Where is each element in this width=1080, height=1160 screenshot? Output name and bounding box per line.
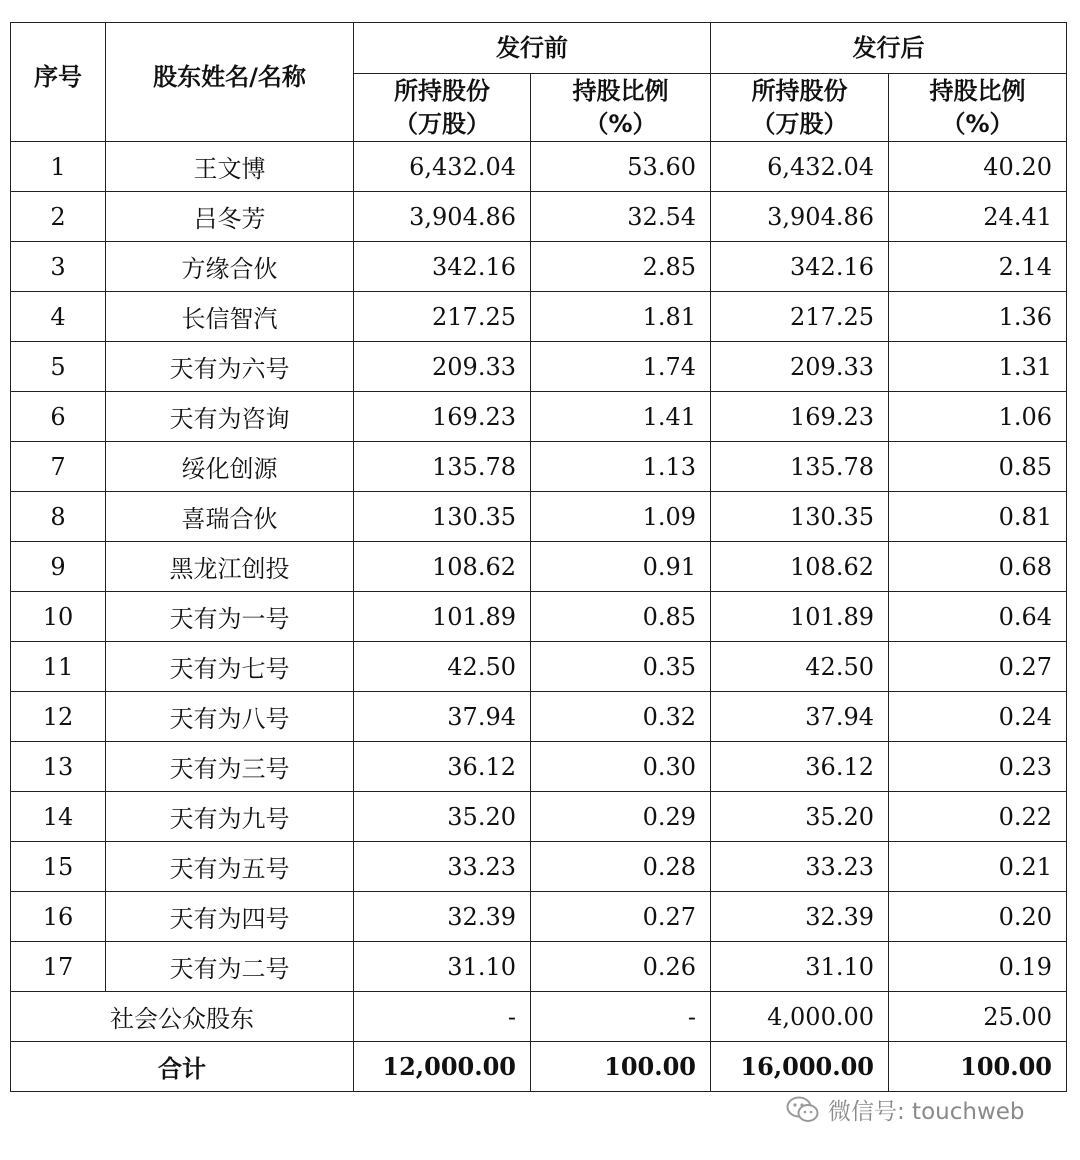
row-name: 天有为六号 <box>106 342 354 392</box>
row-name: 长信智汽 <box>106 292 354 342</box>
row-before-ratio: 53.60 <box>531 142 711 192</box>
row-name: 天有为七号 <box>106 642 354 692</box>
table-row <box>11 842 1067 892</box>
row-before-shares: 101.89 <box>354 592 531 642</box>
row-name: 天有为四号 <box>106 892 354 942</box>
row-seq: 12 <box>11 692 106 742</box>
header-after: 发行后 <box>711 23 1067 74</box>
row-name: 天有为二号 <box>106 942 354 992</box>
public-after-ratio: 25.00 <box>889 992 1067 1042</box>
row-name: 黑龙江创投 <box>106 542 354 592</box>
row-after-ratio: 0.27 <box>889 642 1067 692</box>
row-seq: 2 <box>11 192 106 242</box>
public-name: 社会公众股东 <box>11 992 354 1042</box>
row-after-ratio: 0.85 <box>889 442 1067 492</box>
row-seq: 17 <box>11 942 106 992</box>
table-row <box>11 292 1067 342</box>
row-before-shares: 217.25 <box>354 292 531 342</box>
row-name: 绥化创源 <box>106 442 354 492</box>
total-after-shares: 16,000.00 <box>711 1042 889 1092</box>
table-row <box>11 192 1067 242</box>
row-after-shares: 37.94 <box>711 692 889 742</box>
table-row <box>11 142 1067 192</box>
row-seq: 3 <box>11 242 106 292</box>
header-before-shares: 所持股份 （万股） <box>354 74 531 142</box>
row-name: 天有为八号 <box>106 692 354 742</box>
row-after-ratio: 0.20 <box>889 892 1067 942</box>
header-seq: 序号 <box>11 23 106 142</box>
row-seq: 1 <box>11 142 106 192</box>
row-after-ratio: 1.36 <box>889 292 1067 342</box>
row-seq: 16 <box>11 892 106 942</box>
row-before-shares: 135.78 <box>354 442 531 492</box>
total-row <box>11 1042 1067 1092</box>
row-before-shares: 130.35 <box>354 492 531 542</box>
total-after-ratio: 100.00 <box>889 1042 1067 1092</box>
header-before-ratio: 持股比例 （%） <box>531 74 711 142</box>
row-name: 天有为九号 <box>106 792 354 842</box>
header-before: 发行前 <box>354 23 711 74</box>
row-after-shares: 31.10 <box>711 942 889 992</box>
row-after-shares: 35.20 <box>711 792 889 842</box>
table-row <box>11 742 1067 792</box>
row-seq: 9 <box>11 542 106 592</box>
row-after-ratio: 1.31 <box>889 342 1067 392</box>
table-row <box>11 392 1067 442</box>
row-after-shares: 130.35 <box>711 492 889 542</box>
row-before-ratio: 0.28 <box>531 842 711 892</box>
table-row <box>11 892 1067 942</box>
table-row <box>11 642 1067 692</box>
row-before-ratio: 0.32 <box>531 692 711 742</box>
row-before-shares: 342.16 <box>354 242 531 292</box>
row-before-ratio: 0.26 <box>531 942 711 992</box>
row-before-ratio: 32.54 <box>531 192 711 242</box>
shareholder-table <box>10 22 1067 1092</box>
row-after-shares: 169.23 <box>711 392 889 442</box>
row-seq: 6 <box>11 392 106 442</box>
row-after-ratio: 0.68 <box>889 542 1067 592</box>
row-after-shares: 135.78 <box>711 442 889 492</box>
row-seq: 4 <box>11 292 106 342</box>
row-before-ratio: 0.35 <box>531 642 711 692</box>
row-before-ratio: 1.81 <box>531 292 711 342</box>
total-before-ratio: 100.00 <box>531 1042 711 1092</box>
row-after-ratio: 24.41 <box>889 192 1067 242</box>
row-after-ratio: 0.81 <box>889 492 1067 542</box>
public-after-shares: 4,000.00 <box>711 992 889 1042</box>
row-before-shares: 209.33 <box>354 342 531 392</box>
row-before-ratio: 0.91 <box>531 542 711 592</box>
row-after-shares: 3,904.86 <box>711 192 889 242</box>
row-before-shares: 36.12 <box>354 742 531 792</box>
public-row <box>11 992 1067 1042</box>
row-after-ratio: 1.06 <box>889 392 1067 442</box>
row-name: 天有为一号 <box>106 592 354 642</box>
row-seq: 7 <box>11 442 106 492</box>
header-name: 股东姓名/名称 <box>106 23 354 142</box>
row-after-ratio: 0.22 <box>889 792 1067 842</box>
watermark-text: 微信号: touchweb <box>828 1099 1025 1125</box>
table-row <box>11 342 1067 392</box>
row-seq: 5 <box>11 342 106 392</box>
table-row <box>11 592 1067 642</box>
row-before-ratio: 0.29 <box>531 792 711 842</box>
wechat-icon <box>786 1095 820 1125</box>
row-before-shares: 3,904.86 <box>354 192 531 242</box>
row-after-ratio: 0.19 <box>889 942 1067 992</box>
row-after-ratio: 0.64 <box>889 592 1067 642</box>
row-seq: 13 <box>11 742 106 792</box>
row-after-shares: 101.89 <box>711 592 889 642</box>
public-before-ratio: - <box>531 992 711 1042</box>
row-after-shares: 32.39 <box>711 892 889 942</box>
row-after-shares: 342.16 <box>711 242 889 292</box>
row-name: 方缘合伙 <box>106 242 354 292</box>
row-before-shares: 35.20 <box>354 792 531 842</box>
row-seq: 10 <box>11 592 106 642</box>
watermark <box>786 1093 1025 1126</box>
table-row <box>11 692 1067 742</box>
row-before-shares: 169.23 <box>354 392 531 442</box>
header-after-ratio: 持股比例 （%） <box>889 74 1067 142</box>
row-before-shares: 42.50 <box>354 642 531 692</box>
row-before-ratio: 1.41 <box>531 392 711 442</box>
row-before-ratio: 2.85 <box>531 242 711 292</box>
row-name: 天有为五号 <box>106 842 354 892</box>
row-before-ratio: 1.13 <box>531 442 711 492</box>
row-seq: 11 <box>11 642 106 692</box>
total-before-shares: 12,000.00 <box>354 1042 531 1092</box>
row-seq: 14 <box>11 792 106 842</box>
row-seq: 15 <box>11 842 106 892</box>
row-after-ratio: 0.21 <box>889 842 1067 892</box>
row-name: 天有为咨询 <box>106 392 354 442</box>
row-before-shares: 31.10 <box>354 942 531 992</box>
header-after-shares: 所持股份 （万股） <box>711 74 889 142</box>
row-after-shares: 36.12 <box>711 742 889 792</box>
row-after-shares: 108.62 <box>711 542 889 592</box>
row-before-ratio: 0.27 <box>531 892 711 942</box>
row-after-ratio: 2.14 <box>889 242 1067 292</box>
row-after-shares: 33.23 <box>711 842 889 892</box>
row-before-shares: 32.39 <box>354 892 531 942</box>
table-row <box>11 442 1067 492</box>
row-name: 王文博 <box>106 142 354 192</box>
row-before-ratio: 1.74 <box>531 342 711 392</box>
row-name: 喜瑞合伙 <box>106 492 354 542</box>
row-name: 吕冬芳 <box>106 192 354 242</box>
row-after-ratio: 40.20 <box>889 142 1067 192</box>
row-after-shares: 6,432.04 <box>711 142 889 192</box>
row-before-shares: 37.94 <box>354 692 531 742</box>
row-before-ratio: 0.85 <box>531 592 711 642</box>
row-before-shares: 6,432.04 <box>354 142 531 192</box>
row-seq: 8 <box>11 492 106 542</box>
row-after-shares: 209.33 <box>711 342 889 392</box>
table-row <box>11 242 1067 292</box>
row-name: 天有为三号 <box>106 742 354 792</box>
row-before-shares: 33.23 <box>354 842 531 892</box>
row-before-ratio: 0.30 <box>531 742 711 792</box>
row-after-ratio: 0.23 <box>889 742 1067 792</box>
table-row <box>11 492 1067 542</box>
table-row <box>11 792 1067 842</box>
row-before-ratio: 1.09 <box>531 492 711 542</box>
table-row <box>11 942 1067 992</box>
row-after-shares: 42.50 <box>711 642 889 692</box>
table-row <box>11 542 1067 592</box>
row-before-shares: 108.62 <box>354 542 531 592</box>
row-after-shares: 217.25 <box>711 292 889 342</box>
public-before-shares: - <box>354 992 531 1042</box>
row-after-ratio: 0.24 <box>889 692 1067 742</box>
total-label: 合计 <box>11 1042 354 1092</box>
